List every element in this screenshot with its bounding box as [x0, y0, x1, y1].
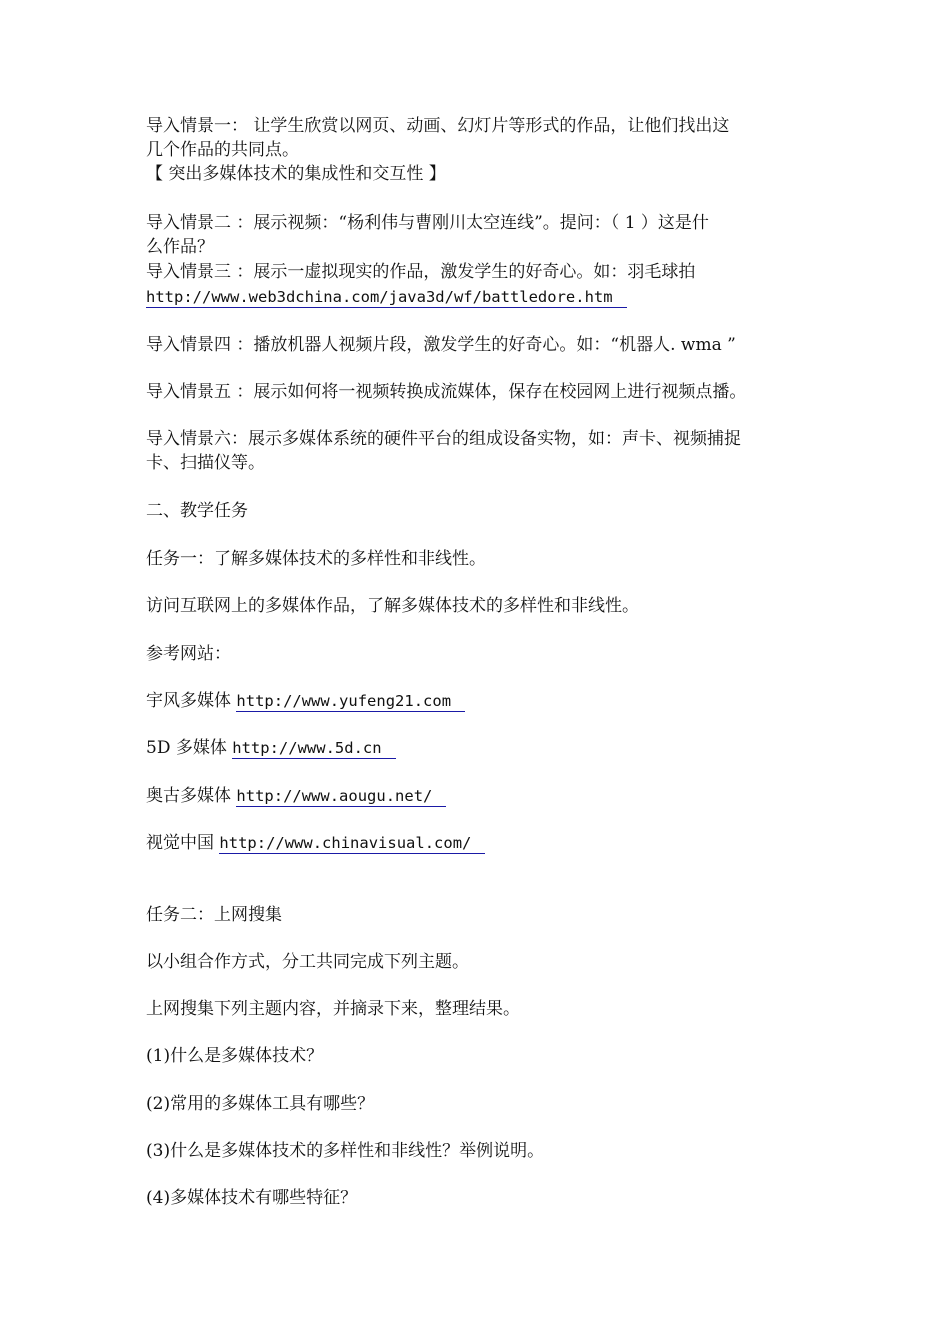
site-name: 5D 多媒体	[146, 738, 227, 758]
task-2-title: 任务二：上网搜集	[146, 905, 282, 925]
question-item: (3)什么是多媒体技术的多样性和非线性？举例说明。	[146, 1141, 545, 1161]
site-item	[146, 737, 396, 759]
site-link[interactable]: http://www.5d.cn	[232, 739, 395, 759]
site-link[interactable]: http://www.chinavisual.com/	[219, 834, 485, 854]
site-name: 视觉中国	[146, 833, 214, 853]
battledore-link[interactable]: http://www.web3dchina.com/java3d/wf/battledore.htm	[146, 288, 627, 308]
intro-scene-2-line-2: 么作品？	[146, 237, 214, 257]
intro-scene-4: 导入情景四 ：播放机器人视频片段，激发学生的好奇心。如：“机器人. wma ”	[146, 335, 736, 355]
intro-scene-5: 导入情景五 ：展示如何将一视频转换成流媒体，保存在校园网上进行视频点播。	[146, 382, 747, 402]
question-item: (1)什么是多媒体技术？	[146, 1046, 324, 1066]
site-name: 奥古多媒体	[146, 786, 231, 806]
question-item: (4)多媒体技术有哪些特征？	[146, 1188, 358, 1208]
task-1-description: 访问互联网上的多媒体作品，了解多媒体技术的多样性和非线性。	[146, 596, 639, 616]
task-1-title: 任务一：了解多媒体技术的多样性和非线性。	[146, 549, 486, 569]
site-item	[146, 690, 465, 712]
intro-scene-3: 导入情景三 ：展示一虚拟现实的作品，激发学生的好奇心。如：羽毛球拍	[146, 262, 696, 282]
site-link[interactable]: http://www.yufeng21.com	[236, 692, 465, 712]
intro-scene-1-line-2: 几个作品的共同点。	[146, 140, 299, 160]
site-item	[146, 832, 485, 854]
task-2-description-2: 上网搜集下列主题内容，并摘录下来，整理结果。	[146, 999, 520, 1019]
question-item: (2)常用的多媒体工具有哪些？	[146, 1094, 375, 1114]
intro-scene-6-line-2: 卡、扫描仪等。	[146, 453, 265, 473]
site-item	[146, 785, 446, 807]
intro-scene-3-link-line	[146, 286, 627, 308]
intro-scene-1-note: 【 突出多媒体技术的集成性和交互性 】	[146, 164, 446, 184]
section-heading: 二、教学任务	[146, 501, 248, 521]
reference-sites-label: 参考网站：	[146, 644, 231, 664]
intro-scene-1-line-1: 导入情景一： 让学生欣赏以网页、动画、幻灯片等形式的作品，让他们找出这	[146, 116, 730, 136]
site-link[interactable]: http://www.aougu.net/	[236, 787, 446, 807]
intro-scene-2-line-1: 导入情景二 ：展示视频：“杨利伟与曹刚川太空连线”。提问：（ 1 ）这是什	[146, 213, 709, 233]
site-name: 宇风多媒体	[146, 691, 231, 711]
task-2-description-1: 以小组合作方式，分工共同完成下列主题。	[146, 952, 469, 972]
intro-scene-6-line-1: 导入情景六：展示多媒体系统的硬件平台的组成设备实物，如：声卡、视频捕捉	[146, 429, 741, 449]
